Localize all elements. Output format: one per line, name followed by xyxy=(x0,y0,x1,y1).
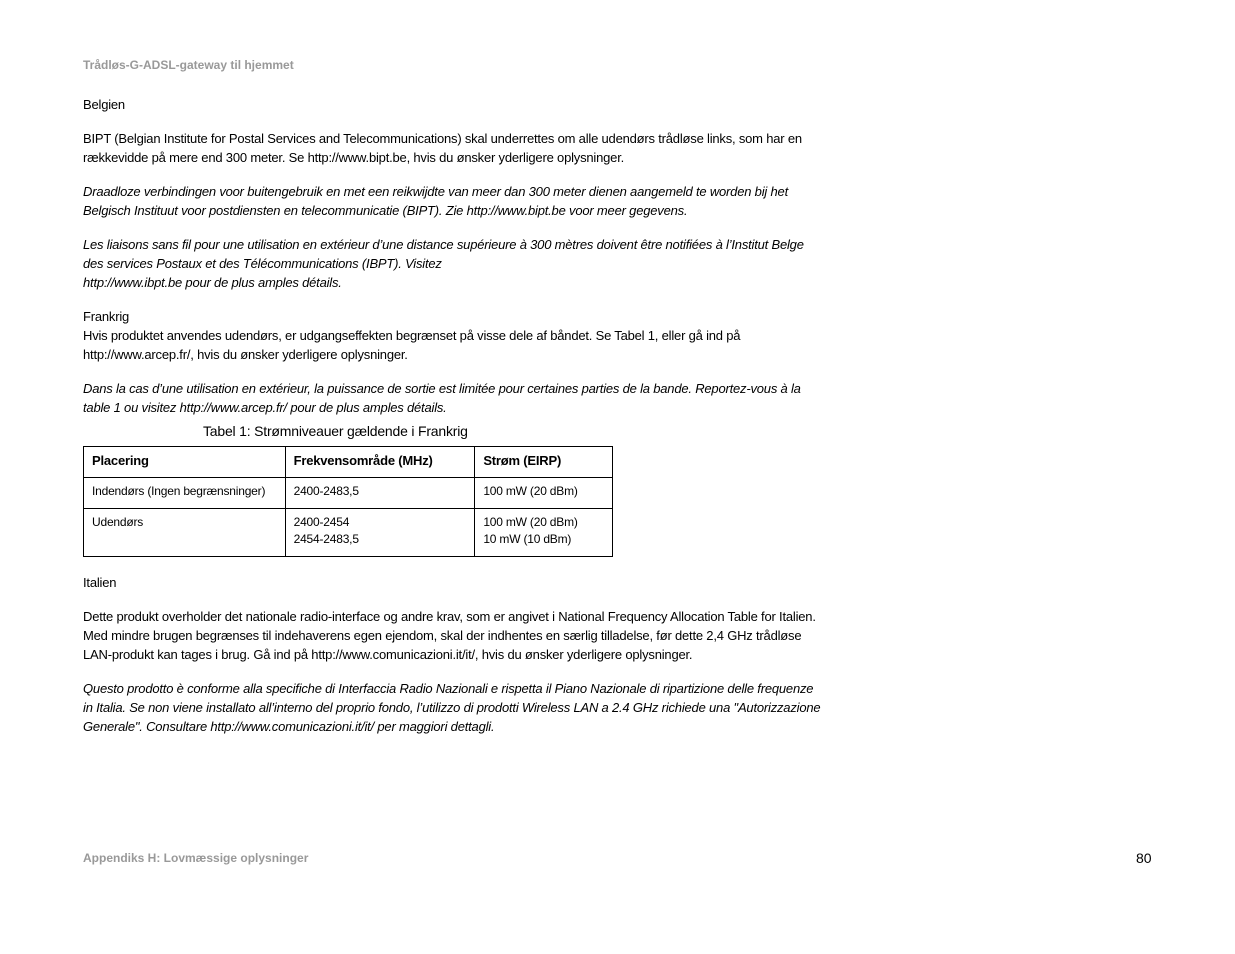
frequency-value: 2400-2483,5 xyxy=(293,484,359,498)
table-header-placement: Placering xyxy=(84,447,286,478)
power-value: 100 mW (20 dBm) xyxy=(483,515,578,529)
table-header-power: Strøm (EIRP) xyxy=(475,447,613,478)
page-content xyxy=(83,95,823,751)
paragraph-belgium-nl: Draadloze verbindingen voor buitengebruik en met een reikwijdte van meer dan 300 meter dienen aangemeld te worden bij het Belgisch Instituut voor postdiensten en telecommunicatie (BIPT). Zie http://www.bipt.be voor meer gegevens. xyxy=(83,184,788,218)
power-value: 100 mW (20 dBm) xyxy=(483,484,578,498)
paragraph-belgium-da: BIPT (Belgian Institute for Postal Services and Telecommunications) skal underrettes om alle udendørs trådløse links, som har en rækkevidde på mere end 300 meter. Se http://www.bipt.be, hvis du ønsker yderligere oplysninger. xyxy=(83,131,802,165)
table-header-frequency: Frekvensområde (MHz) xyxy=(285,447,475,478)
paragraph-belgium-fr xyxy=(83,235,823,292)
table-cell-power xyxy=(475,509,613,557)
page-number: 80 xyxy=(1136,850,1152,866)
frequency-value: 2454-2483,5 xyxy=(293,532,359,546)
paragraph-france-da: Hvis produktet anvendes udendørs, er udgangseffekten begrænset på visse dele af båndet. Se Tabel 1, eller gå ind på http://www.arcep.fr/, hvis du ønsker yderligere oplysninger. xyxy=(83,328,741,362)
paragraph-belgium-fr-line1: Les liaisons sans fil pour une utilisation en extérieur d’une distance supérieure à 300 mètres doivent être notifiées à l’Institut Belge des services Postaux et des Télécommunications (IBPT). Visitez xyxy=(83,237,804,271)
power-levels-table xyxy=(83,446,613,557)
frequency-value: 2400-2454 xyxy=(293,515,350,529)
table-cell-placement: Udendørs xyxy=(84,509,286,557)
table-cell-frequency xyxy=(285,478,475,509)
paragraph-italy-it: Questo prodotto è conforme alla specifiche di Interfaccia Radio Nazionali e rispetta il Piano Nazionale di ripartizione delle frequenze in Italia. Se non viene installato all’interno del proprio fondo, l’utilizzo di prodotti Wireless LAN a 2.4 GHz richiede una "Autorizzazione Generale". Consultare http://www.comunicazioni.it/it/ per maggiori dettagli. xyxy=(83,681,821,734)
section-heading-france: Frankrig xyxy=(83,309,130,324)
table-cell-frequency xyxy=(285,509,475,557)
table-cell-power xyxy=(475,478,613,509)
paragraph-belgium-fr-line2: http://www.ibpt.be pour de plus amples détails. xyxy=(83,275,342,290)
section-heading-belgium: Belgien xyxy=(83,97,125,112)
table-row xyxy=(84,478,613,509)
paragraph-france-fr: Dans la cas d’une utilisation en extérieur, la puissance de sortie est limitée pour certaines parties de la bande. Reportez-vous à la table 1 ou visitez http://www.arcep.fr/ pour de plus amples détails. xyxy=(83,381,801,415)
running-header: Trådløs-G-ADSL-gateway til hjemmet xyxy=(83,58,294,72)
table-caption: Tabel 1: Strømniveauer gældende i Frankrig xyxy=(203,423,468,439)
section-heading-italy: Italien xyxy=(83,575,117,590)
table-header-row xyxy=(84,447,613,478)
running-footer-section: Appendiks H: Lovmæssige oplysninger xyxy=(83,851,309,865)
table-row xyxy=(84,509,613,557)
power-value: 10 mW (10 dBm) xyxy=(483,532,572,546)
paragraph-italy-da: Dette produkt overholder det nationale radio-interface og andre krav, som er angivet i National Frequency Allocation Table for Italien. Med mindre brugen begrænses til indehaverens egen ejendom, skal der indhentes en særlig tilladelse, før dette 2,4 GHz trådløse LAN-produkt kan tages i brug. Gå ind på http://www.comunicazioni.it/it/, hvis du ønsker yderligere oplysninger. xyxy=(83,609,816,662)
table-cell-placement: Indendørs (Ingen begrænsninger) xyxy=(84,478,286,509)
